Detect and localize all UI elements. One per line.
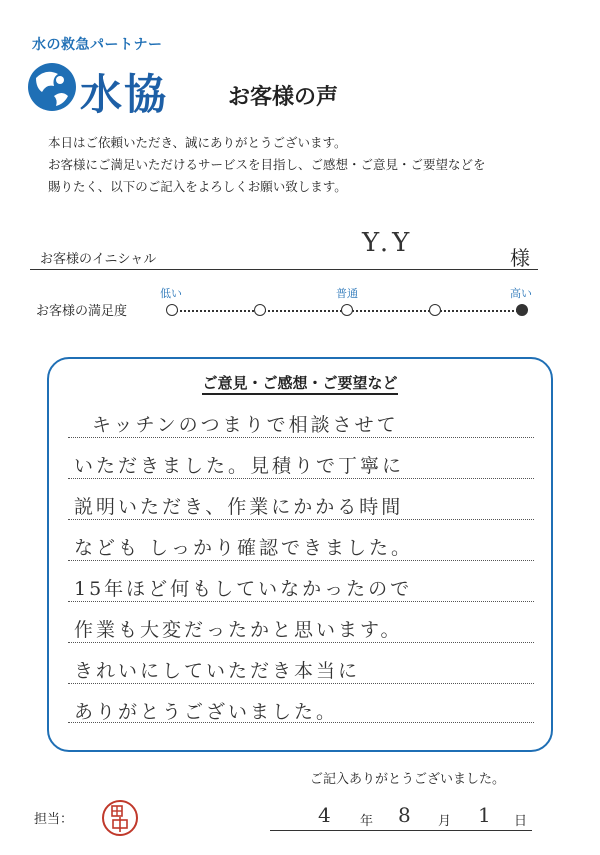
date-day: 1 <box>478 803 491 827</box>
comments-title-text: ご意見・ご感想・ご要望など <box>202 374 397 395</box>
comment-line: 作業も大変だったかと思います。 <box>74 619 403 641</box>
honorific-suffix: 様 <box>510 246 530 270</box>
ruled-line <box>68 437 534 438</box>
intro-line: お客様にご満足いただけるサービスを目指し、ご感想・ご意見・ご要望などを <box>48 157 486 172</box>
intro-text <box>48 132 568 198</box>
satisfaction-option-4[interactable] <box>429 304 441 316</box>
ruled-line <box>68 478 534 479</box>
comment-line: ありがとうございました。 <box>74 701 339 723</box>
date-month: 8 <box>398 803 411 827</box>
ruled-line <box>68 683 534 684</box>
scale-low-label: 低い <box>160 287 182 300</box>
satisfaction-option-3[interactable] <box>341 304 353 316</box>
comment-line: いただきました。見積りで丁寧に <box>74 455 405 477</box>
staff-label: 担当： <box>34 812 74 827</box>
logo-text: 水協 <box>80 70 169 119</box>
intro-line: 本日はご依頼いただき、誠にありがとうございます。 <box>48 135 347 150</box>
comments-title <box>0 372 600 393</box>
intro-line: 賜りたく、以下のご記入をよろしくお願い致します。 <box>48 179 347 194</box>
comment-line: なども しっかり確認できました。 <box>74 537 414 559</box>
ruled-line <box>68 560 534 561</box>
comment-line: キッチンのつまりで相談させて <box>92 414 399 436</box>
satisfaction-option-5[interactable] <box>516 304 528 316</box>
comment-line: 説明いただき、作業にかかる時間 <box>74 496 404 518</box>
date-month-unit: 月 <box>438 814 452 829</box>
page-title: お客様の声 <box>228 85 339 110</box>
satisfaction-option-2[interactable] <box>254 304 266 316</box>
ruled-line <box>68 642 534 643</box>
comment-line: 15年ほど何もしていなかったので <box>74 578 413 600</box>
ruled-line <box>68 519 534 520</box>
scale-high-label: 高い <box>510 287 532 300</box>
date-day-unit: 日 <box>514 814 528 829</box>
staff-seal-stamp <box>100 798 140 838</box>
scale-mid-label: 普通 <box>336 287 358 300</box>
date-year: 4 <box>318 803 331 827</box>
comment-line: きれいにしていただき本当に <box>74 660 361 682</box>
initials-value: Y.Y <box>362 228 414 258</box>
initials-label: お客様のイニシャル <box>40 252 157 267</box>
date-underline <box>270 830 532 831</box>
date-year-unit: 年 <box>360 814 374 829</box>
satisfaction-option-1[interactable] <box>166 304 178 316</box>
ruled-line <box>68 601 534 602</box>
thanks-text: ご記入ありがとうございました。 <box>310 772 506 787</box>
brand-tagline: 水の救急パートナー <box>32 37 163 53</box>
satisfaction-label: お客様の満足度 <box>36 304 128 319</box>
